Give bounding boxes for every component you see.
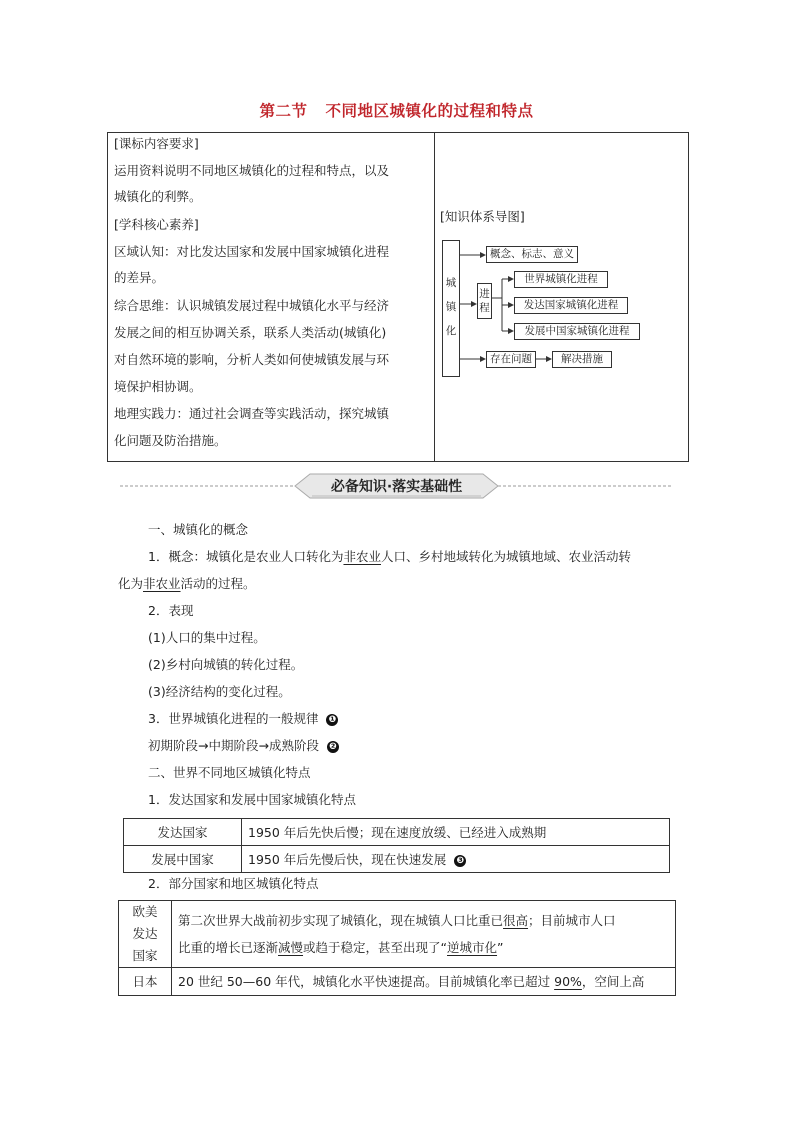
answer-blank: 减慢 (278, 940, 304, 955)
answer-blank: 非农业 (143, 576, 181, 591)
banner-title: 必备知识·落实基础性 (330, 479, 463, 495)
text: ；目前城市人口 (528, 913, 616, 928)
table-row (124, 819, 670, 846)
mindmap-root-char: 镇 (445, 301, 457, 313)
answer-blank: 逆城市化 (447, 940, 498, 955)
intro-line: [课标内容要求] (114, 136, 199, 151)
cell-line (178, 934, 669, 961)
table-cell: 1950 年后先快后慢；现在速度放缓、已经进入成熟期 (242, 819, 670, 846)
intro-line: 综合思维：认识城镇发展过程中城镇化水平与经济 (114, 298, 390, 313)
list-item: (1)人口的集中过程。 (148, 630, 266, 645)
text: 1．概念：城镇化是农业人口转化为 (148, 549, 344, 564)
heading-partial-regions: 2．部分国家和地区城镇化特点 (148, 876, 319, 891)
mindmap-root-char: 城 (445, 277, 457, 289)
heading-manifestation: 2．表现 (148, 603, 194, 618)
mindmap-concept: 概念、标志、意义 (486, 246, 578, 263)
intro-line: 境保护相协调。 (114, 379, 202, 394)
heading-regional-features: 二、世界不同地区城镇化特点 (148, 765, 311, 780)
text: 或趋于稳定，甚至出现了“ (303, 940, 448, 955)
table-cell (172, 901, 676, 968)
text: 3．世界城镇化进程的一般规律 (148, 711, 319, 726)
mindmap-measures: 解决措施 (552, 351, 612, 368)
table-cell: 日本 (119, 968, 172, 996)
table-cell: 发展中国家 (124, 846, 242, 873)
text: 第二次世界大战前初步实现了城镇化，现在城镇人口比重已 (178, 913, 504, 928)
table-cell (242, 846, 670, 873)
text: 人口、乡村地域转化为城镇地域、农业活动转 (380, 549, 631, 564)
table-cell: 发达国家 (124, 819, 242, 846)
answer-blank: 很高 (503, 913, 529, 928)
heading-general-rule (148, 711, 338, 727)
mindmap-process-char: 程 (479, 302, 490, 314)
text: 活动的过程。 (180, 576, 256, 591)
mindmap-problems: 存在问题 (486, 351, 536, 368)
intro-line: 发展之间的相互协调关系，联系人类活动(城镇化) (114, 325, 387, 340)
definition-line-2 (118, 576, 256, 592)
note-marker-2: ❷ (327, 741, 339, 753)
list-item: (3)经济结构的变化过程。 (148, 684, 291, 699)
intro-line: 区域认知：对比发达国家和发展中国家城镇化进程 (114, 244, 390, 259)
table-row (119, 968, 676, 996)
intro-line: 对自然环境的影响，分析人类如何使城镇发展与环 (114, 352, 390, 367)
regions-table (118, 900, 676, 996)
mindmap-developed-process: 发达国家城镇化进程 (514, 297, 628, 314)
knowledge-map-title: [知识体系导图] (440, 209, 525, 224)
text: ” (497, 940, 504, 955)
mindmap-developing-process: 发展中国家城镇化进程 (514, 323, 640, 340)
text: 比重的增长已逐渐 (178, 940, 279, 955)
mindmap-world-process: 世界城镇化进程 (514, 271, 608, 288)
note-marker-1: ❶ (326, 714, 338, 726)
list-item: (2)乡村向城镇的转化过程。 (148, 657, 304, 672)
knowledge-mindmap (440, 238, 650, 378)
region-name-line: 欧美 (132, 904, 158, 919)
text: 1950 年后先慢后快，现在快速发展 (248, 852, 447, 867)
heading-comparison: 1．发达国家和发展中国家城镇化特点 (148, 792, 356, 807)
answer-blank: 90% (554, 974, 582, 989)
intro-line: 的差异。 (114, 270, 165, 285)
comparison-table (123, 818, 670, 873)
answer-blank: 非农业 (343, 549, 381, 564)
table-row (124, 846, 670, 873)
note-marker-3: ❸ (454, 855, 466, 867)
definition-line-1 (148, 549, 631, 565)
heading-concept: 一、城镇化的概念 (148, 522, 249, 537)
table-cell (172, 968, 676, 996)
intro-line: 运用资料说明不同地区城镇化的过程和特点，以及 (114, 163, 390, 178)
curriculum-requirements (108, 133, 435, 461)
table-row (119, 901, 676, 968)
text: 20 世纪 50—60 年代，城镇化水平快速提高。目前城镇化率已超过 (178, 974, 555, 989)
intro-line: 地理实践力：通过社会调查等实践活动，探究城镇 (114, 406, 390, 421)
mindmap-process-char: 进 (479, 288, 490, 300)
page-title (0, 99, 793, 121)
text: ，空间上高 (581, 974, 645, 989)
stages-line (148, 738, 339, 754)
mindmap-root (442, 240, 460, 377)
intro-line: 化问题及防治措施。 (114, 433, 227, 448)
mindmap-process (477, 283, 492, 319)
section-number: 第二节 (259, 101, 308, 120)
region-name-line: 国家 (132, 948, 158, 963)
section-name: 不同地区城镇化的过程和特点 (325, 101, 534, 120)
text: 初期阶段→中期阶段→成熟阶段 (148, 738, 319, 753)
intro-line: [学科核心素养] (114, 217, 199, 232)
intro-line: 城镇化的利弊。 (114, 189, 202, 204)
text: 化为 (118, 576, 144, 591)
table-cell (119, 901, 172, 968)
cell-line (178, 907, 669, 934)
mindmap-root-char: 化 (445, 325, 457, 337)
region-name-line: 发达 (132, 926, 158, 941)
